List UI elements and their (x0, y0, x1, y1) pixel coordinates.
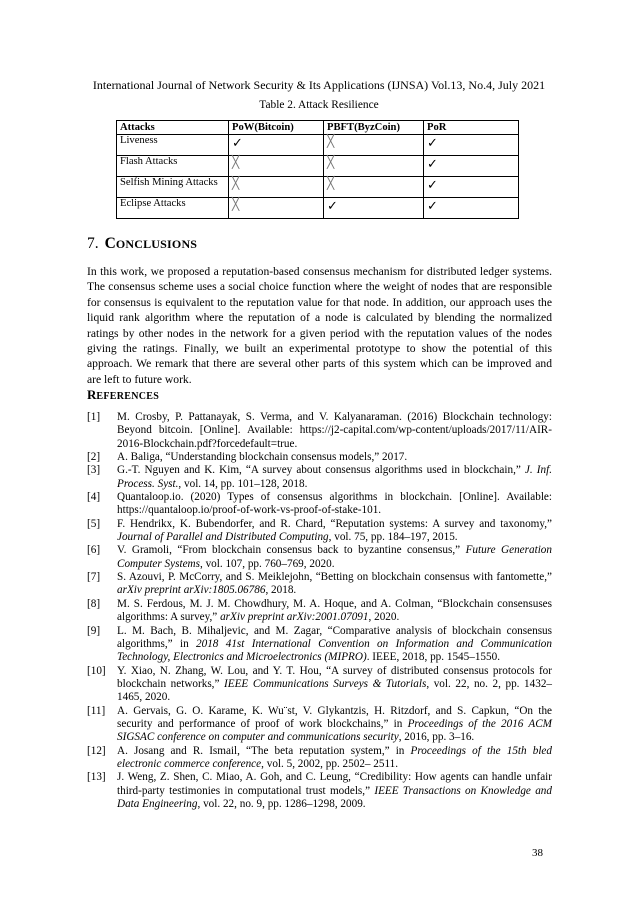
reference-venue: Future Generation Computer Systems (117, 544, 552, 570)
reference-venue: arXiv preprint arXiv:1805.06786 (117, 584, 266, 597)
reference-index: [13] (87, 771, 106, 784)
table-body (117, 135, 519, 219)
reference-venue: J. Inf. Process. Syst. (117, 464, 552, 490)
reference-details: , vol. 75, pp. 184–197, 2015. (328, 531, 458, 544)
references-title-initial: R (87, 387, 97, 402)
reference-details: , 2020. (368, 611, 400, 624)
reference-index: [1] (87, 411, 101, 423)
reference-text: M. Crosby, P. Pattanayak, S. Verma, and V. Kalyanaraman. (2016) Blockchain technology: Beyond bitcoin. [Online]. Available: https://j2-capital.com/wp-content/uploads/2017/11/AIR- 2016-Blockchain.pdf?forcedefault=true. (117, 411, 552, 450)
reference-item (87, 598, 552, 625)
reference-item (87, 625, 552, 665)
check-mark-icon: ✓ (427, 178, 438, 193)
reference-details: , vol. 22, no. 9, pp. 1286–1298, 2009. (197, 797, 366, 810)
cross-mark-icon: ╳ (232, 197, 240, 211)
pow-cell (229, 156, 324, 177)
reference-venue: Proceedings of the 15th bled electronic commerce conference (117, 744, 552, 770)
section-heading (87, 235, 197, 253)
reference-item (87, 705, 552, 745)
journal-header: International Journal of Network Security & Its Applications (IJNSA) Vol.13, No.4, July 2021 (92, 78, 546, 92)
attack-name-cell (117, 135, 229, 156)
attack-name: Liveness (120, 135, 158, 146)
table-caption: Table 2. Attack Resilience (259, 99, 379, 111)
column-header: PoR (424, 121, 519, 135)
cross-mark-icon: ╳ (232, 176, 240, 190)
pow-cell (229, 135, 324, 156)
reference-item (87, 665, 552, 705)
conclusions-paragraph: In this work, we proposed a reputation-based consensus mechanism for distributed ledger systems. The consensus scheme uses a social choice function where the weight of nodes that are responsible for consensus is equivalent to the reputation value for that node. In addition, our approach uses the liquid rank algorithm where the reputation of a node is calculated by blending the normalized ratings by other nodes in the network for a given period with the reputation values of the nodes giving the ratings. Finally, we built an experimental prototype to show the potential of this approach. We remark that there are several other parts of this system which can be improved and are left to future work. (87, 265, 552, 386)
reference-list (87, 411, 552, 811)
section-title-initial: C (104, 235, 116, 252)
pow-cell (229, 177, 324, 198)
reference-item (87, 411, 552, 451)
reference-venue: Journal of Parallel and Distributed Computing (117, 531, 329, 544)
attack-name-cell (117, 198, 229, 219)
cross-mark-icon: ╳ (327, 134, 335, 148)
por-cell (424, 156, 519, 177)
reference-details: , vol. 14, pp. 101–128, 2018. (178, 477, 308, 490)
reference-item (87, 464, 552, 491)
pbft-cell (324, 135, 424, 156)
attack-name: Flash Attacks (120, 156, 178, 167)
references-heading (87, 386, 159, 404)
attack-name: Selfish Mining Attacks (120, 177, 218, 188)
reference-text: M. S. Ferdous, M. J. M. Chowdhury, M. A. Hoque, and A. Colman, “Blockchain consensuses algorithms: A survey,” (117, 597, 552, 624)
reference-item (87, 518, 552, 545)
attack-resilience-table (116, 120, 519, 219)
reference-details: . IEEE, 2018, pp. 1545–1550. (366, 651, 500, 664)
reference-text: F. Hendrikx, K. Bubendorfer, and R. Chard, “Reputation systems: A survey and taxonomy,” (117, 517, 552, 530)
reference-index: [2] (87, 451, 101, 464)
reference-details: , vol. 22, no. 2, pp. 1432–1465, 2020. (117, 677, 553, 704)
cross-mark-icon: ╳ (232, 155, 240, 169)
reference-text: J. Weng, Z. Shen, C. Miao, A. Goh, and C. Leung, “Credibility: How agents can handle unfair third-party testimonies in computational trust models,” (117, 771, 552, 797)
cross-mark-icon: ╳ (327, 155, 335, 169)
reference-text: A. Baliga, “Understanding blockchain consensus models,” 2017. (117, 451, 408, 464)
reference-index: [7] (87, 571, 101, 584)
cross-mark-icon: ╳ (327, 176, 335, 190)
pbft-cell (324, 156, 424, 177)
reference-index: [5] (87, 517, 101, 530)
reference-index: [3] (87, 464, 101, 477)
table-row (117, 177, 519, 198)
pbft-cell (324, 198, 424, 219)
reference-index: [8] (87, 597, 101, 610)
pbft-cell (324, 177, 424, 198)
pow-cell (229, 198, 324, 219)
reference-venue: Proceedings of the 2016 ACM SIGSAC conference on computer and communications security (117, 717, 552, 744)
reference-index: [11] (87, 704, 106, 717)
attack-name: Eclipse Attacks (120, 198, 186, 209)
reference-venue: IEEE Communications Surveys & Tutorials (224, 677, 427, 690)
reference-text: S. Azouvi, P. McCorry, and S. Meiklejohn, “Betting on blockchain consensus with fantomette,” (117, 571, 552, 584)
reference-details: , 2018. (265, 584, 297, 597)
reference-venue: arXiv preprint arXiv:2001.07091 (220, 611, 369, 624)
reference-text: A. Josang and R. Ismail, “The beta reputation system,” in (117, 744, 411, 757)
column-header: Attacks (117, 121, 229, 135)
reference-text: G.-T. Nguyen and K. Kim, “A survey about consensus algorithms used in blockchain,” (117, 464, 525, 477)
column-header: PBFT(ByzCoin) (324, 121, 424, 135)
reference-text: L. M. Bach, B. Mihaljevic, and M. Zagar, “Comparative analysis of blockchain consensus algorithms,” in (117, 624, 552, 650)
reference-details: , vol. 5, 2002, pp. 2502– 2511. (261, 757, 399, 770)
reference-index: [9] (87, 624, 101, 637)
reference-venue: 2018 41st International Convention on Information and Communication Technology, Electronics and Microelectronics (MIPRO) (117, 637, 552, 664)
por-cell (424, 177, 519, 198)
reference-item (87, 745, 552, 772)
reference-details: , vol. 107, pp. 760–769, 2020. (199, 557, 335, 570)
check-mark-icon: ✓ (327, 199, 338, 214)
reference-item (87, 571, 552, 598)
reference-index: [10] (87, 664, 106, 677)
reference-item (87, 771, 552, 811)
references-title-rest: EFERENCES (96, 391, 160, 402)
reference-item (87, 451, 552, 464)
reference-text: Y. Xiao, N. Zhang, W. Lou, and Y. T. Hou, “A survey of distributed consensus protocols for blockchain networks,” (117, 664, 552, 690)
reference-text: V. Gramoli, “From blockchain consensus back to byzantine consensus,” (117, 544, 466, 557)
por-cell (424, 198, 519, 219)
table-row (117, 156, 519, 177)
table-header-row (117, 121, 519, 135)
attack-name-cell (117, 156, 229, 177)
reference-text: A. Gervais, G. O. Karame, K. Wu¨st, V. Glykantzis, H. Ritzdorf, and S. Capkun, “On the security and performance of proof of work blockchains,” in (117, 704, 552, 730)
table-row (117, 135, 519, 156)
table-row (117, 198, 519, 219)
check-mark-icon: ✓ (427, 199, 438, 214)
column-header: PoW(Bitcoin) (229, 121, 324, 135)
por-cell (424, 135, 519, 156)
reference-text: Quantaloop.io. (2020) Types of consensus algorithms in blockchain. [Online]. Available: https://quantaloop.io/proof-of-work-vs-proof-of-stake-101. (117, 491, 552, 517)
reference-item (87, 544, 552, 571)
reference-item (87, 491, 552, 518)
reference-details: , 2016, pp. 3–16. (398, 731, 475, 744)
page-number: 38 (532, 847, 543, 859)
reference-index: [12] (87, 744, 106, 757)
check-mark-icon: ✓ (427, 157, 438, 172)
section-title-rest: ONCLUSIONS (115, 237, 198, 251)
section-number: 7. (87, 235, 99, 252)
reference-index: [6] (87, 544, 101, 557)
check-mark-icon: ✓ (427, 136, 438, 151)
check-mark-icon: ✓ (232, 136, 243, 151)
reference-index: [4] (87, 491, 101, 504)
reference-venue: IEEE Transactions on Knowledge and Data Engineering (117, 784, 552, 810)
attack-name-cell (117, 177, 229, 198)
